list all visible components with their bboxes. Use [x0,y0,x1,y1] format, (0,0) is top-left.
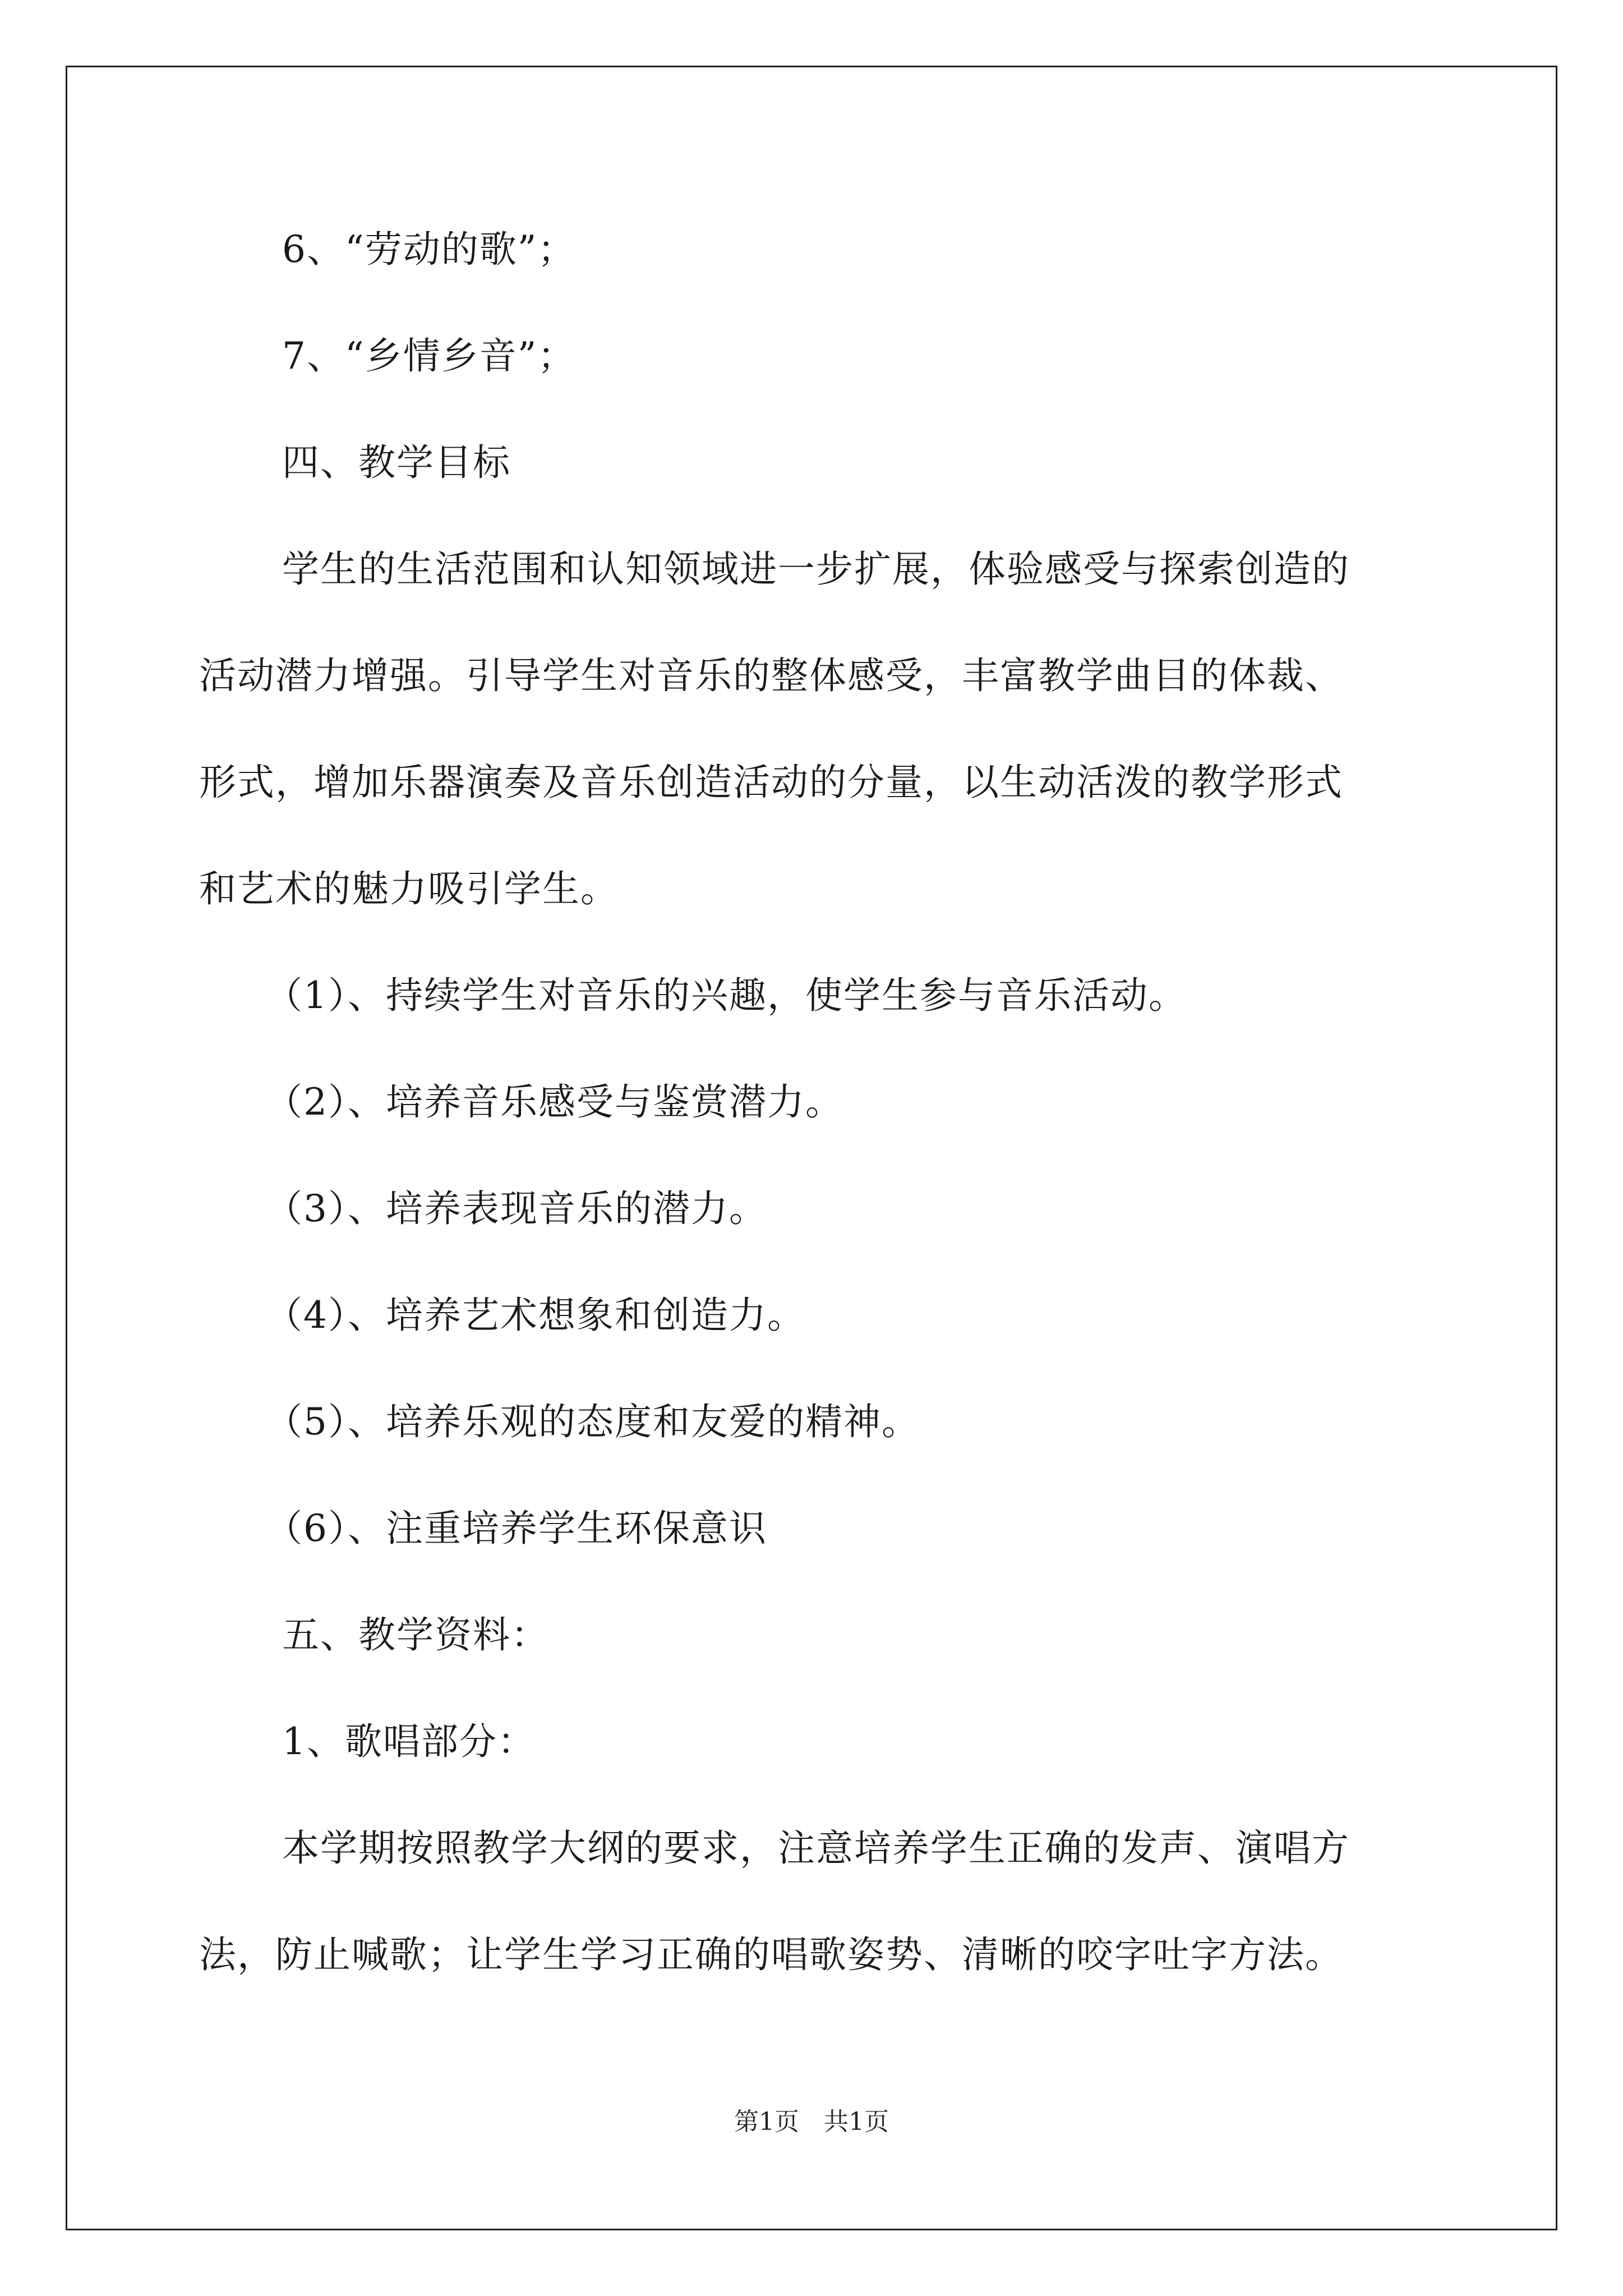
section-heading-teaching-goals: 四、教学目标 [282,441,511,484]
paragraph-line: 和艺术的魅力吸引学生。 [199,867,619,910]
paragraph-line: 学生的生活范围和认知领域进一步扩展，体验感受与探索创造的 [282,547,1350,591]
list-item-6: 6、“劳动的歌”； [282,228,576,271]
list-item-7: 7、“乡情乡音”； [282,334,576,378]
paragraph-line: 本学期按照教学大纲的要求，注意培养学生正确的发声、演唱方 [282,1826,1350,1870]
goal-item-6: （6）、注重培养学生环保意识 [265,1507,767,1550]
subsection-heading-singing: 1、歌唱部分： [282,1720,536,1763]
goal-item-5: （5）、培养乐观的态度和友爱的精神。 [265,1400,920,1443]
goal-item-2: （2）、培养音乐感受与鉴赏潜力。 [265,1080,843,1124]
page-footer: 第1页 共1页 [734,2108,889,2136]
goal-item-3: （3）、培养表现音乐的潜力。 [265,1187,767,1230]
paragraph-line: 法，防止喊歌；让学生学习正确的唱歌姿势、清晰的咬字吐字方法。 [199,1933,1343,1976]
section-heading-teaching-materials: 五、教学资料： [282,1613,549,1657]
goal-item-4: （4）、培养艺术想象和创造力。 [265,1294,805,1337]
page-border [66,66,1557,2230]
paragraph-line: 活动潜力增强。引导学生对音乐的整体感受，丰富教学曲目的体裁、 [199,654,1343,697]
goal-item-1: （1）、持续学生对音乐的兴趣，使学生参与音乐活动。 [265,974,1187,1017]
paragraph-line: 形式，增加乐器演奏及音乐创造活动的分量，以生动活泼的教学形式 [199,761,1343,804]
